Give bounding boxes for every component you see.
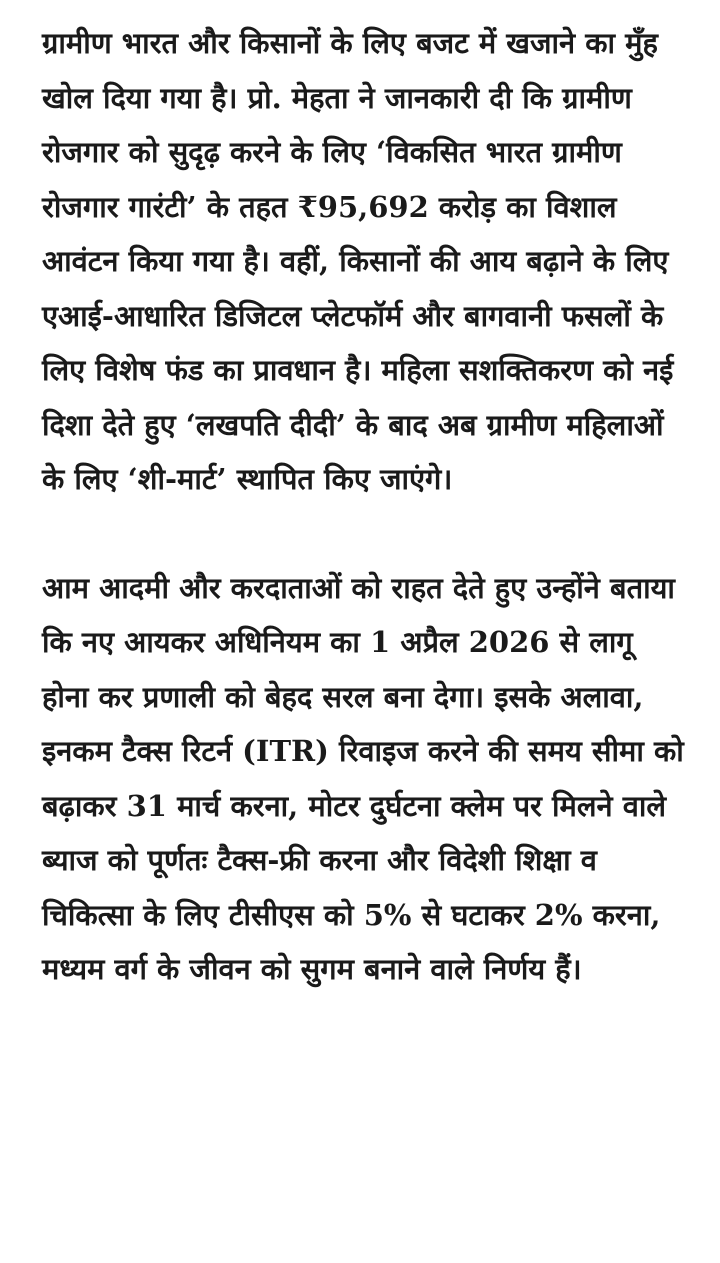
paragraph-rural-budget: ग्रामीण भारत और किसानों के लिए बजट में खजाने का मुँह खोल दिया गया है। प्रो. मेहता ने जानकारी दी कि ग्रामीण रोजगार को सुदृढ़ करने के लिए ‘विकसित भारत ग्रामीण रोजगार गारंटी’ के तहत ₹95,692 करोड़ का विशाल आवंटन किया गया है। वहीं, किसानों की आय बढ़ाने के लिए एआई-आधारित डिजिटल प्लेटफॉर्म और बागवानी फसलों के लिए विशेष फंड का प्रावधान है। महिला सशक्तिकरण को नई दिशा देते हुए ‘लखपति दीदी’ के बाद अब ग्रामीण महिलाओं के लिए ‘शी-मार्ट’ स्थापित किए जाएंगे। [42, 26, 674, 496]
paragraph-tax-relief: आम आदमी और करदाताओं को राहत देते हुए उन्होंने बताया कि नए आयकर अधिनियम का 1 अप्रैल 2026 से लागू होना कर प्रणाली को बेहद सरल बना देगा। इसके अलावा, इनकम टैक्स रिटर्न (ITR) रिवाइज करने की समय सीमा को बढ़ाकर 31 मार्च करना, मोटर दुर्घटना क्लेम पर मिलने वाले ब्याज को पूर्णतः टैक्स-फ्री करना और विदेशी शिक्षा व चिकित्सा के लिए टीसीएस को 5% से घटाकर 2% करना, मध्यम वर्ग के जीवन को सुगम बनाने वाले निर्णय हैं। [42, 570, 684, 986]
article-body [42, 16, 688, 997]
